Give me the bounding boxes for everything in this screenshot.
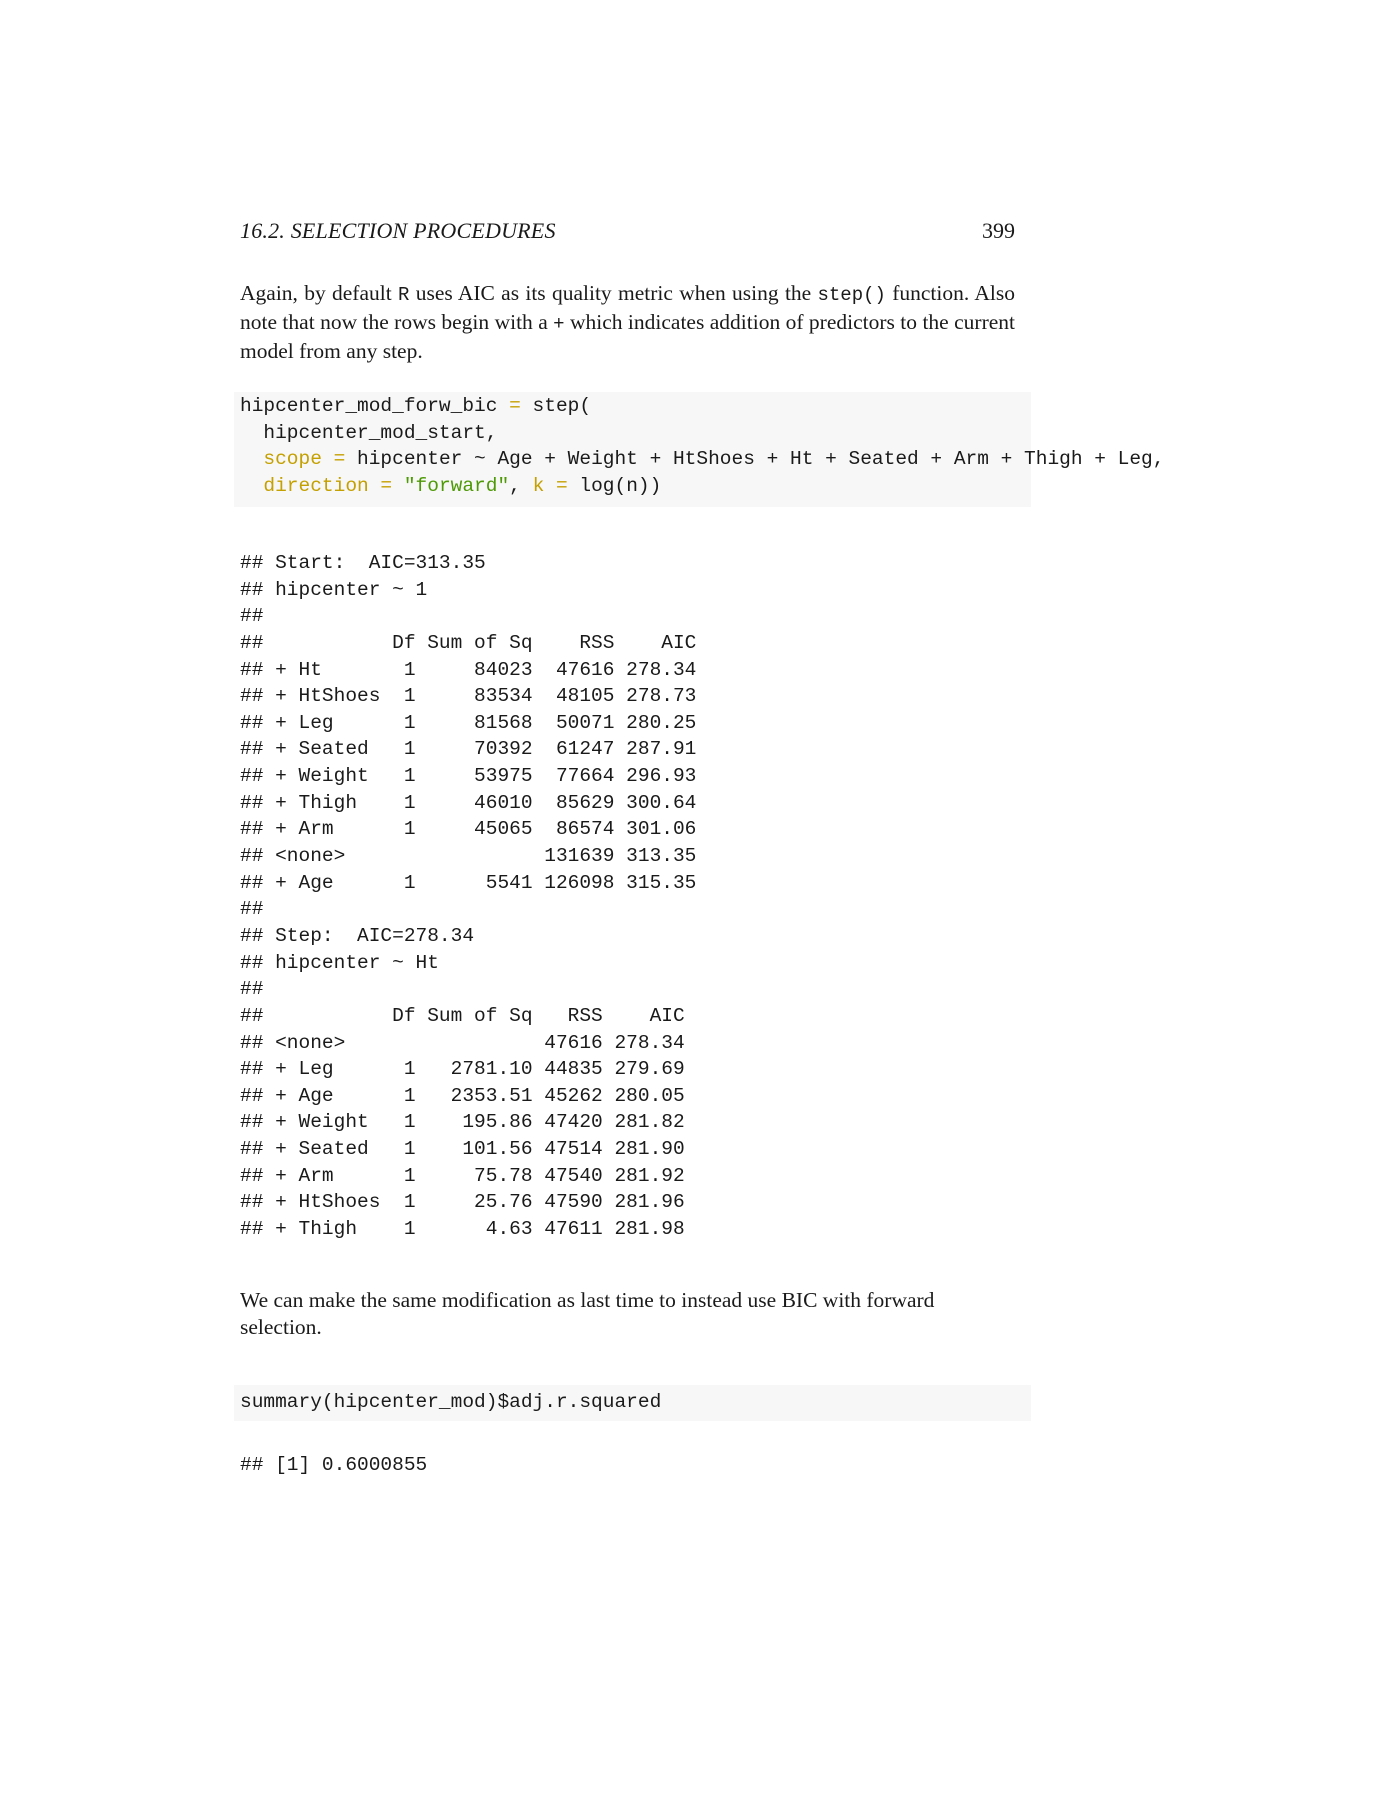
output-line: ## + Arm 1 45065 86574 301.06	[240, 818, 697, 841]
code-token: ,	[509, 474, 533, 497]
inline-code-plus: +	[553, 313, 565, 335]
code-block-step-call	[240, 393, 1164, 500]
code-block-summary	[240, 1389, 661, 1416]
output-line: ## + Weight 1 53975 77664 296.93	[240, 765, 697, 788]
output-line: ##	[240, 898, 264, 921]
output-line: ## + Ht 1 84023 47616 278.34	[240, 658, 697, 681]
output-line: ## + Age 1 2353.51 45262 280.05	[240, 1084, 685, 1107]
code-indent	[240, 475, 263, 497]
code-operator: =	[544, 474, 580, 497]
code-argument: scope	[263, 448, 322, 471]
code-line: summary(hipcenter_mod)$adj.r.squared	[240, 1391, 662, 1413]
output-line: ## + Seated 1 70392 61247 287.91	[240, 738, 697, 761]
text: Again, by default	[240, 281, 398, 305]
output-line: ## + Leg 1 2781.10 44835 279.69	[240, 1058, 685, 1081]
code-argument: direction	[263, 474, 369, 497]
code-line: hipcenter_mod_start,	[240, 421, 498, 444]
output-line: ##	[240, 978, 264, 1001]
section-title: 16.2. SELECTION PROCEDURES	[240, 218, 556, 243]
output-line: ## + Leg 1 81568 50071 280.25	[240, 711, 697, 734]
code-token: hipcenter ~ Age + Weight + HtShoes + Ht + Seated + Arm + Thigh + Leg,	[357, 448, 1165, 471]
output-line: ## Step: AIC=278.34	[240, 924, 475, 947]
output-line: ## Start: AIC=313.35	[240, 552, 486, 574]
text: which indicates addition of predictors to the current model from any step.	[240, 310, 1015, 363]
code-argument: k	[532, 474, 545, 497]
code-string: "forward"	[403, 474, 510, 497]
output-line: ## [1] 0.6000855	[240, 1454, 428, 1476]
output-line: ## Df Sum of Sq RSS AIC	[240, 1004, 685, 1027]
code-operator: =	[509, 395, 521, 417]
output-line: ## <none> 131639 313.35	[240, 845, 697, 868]
output-line: ## Df Sum of Sq RSS AIC	[240, 631, 697, 654]
inline-code-r: R	[398, 284, 410, 306]
code-operator: =	[321, 448, 358, 471]
output-line: ## + HtShoes 1 83534 48105 278.73	[240, 685, 697, 708]
output-line: ##	[240, 605, 264, 628]
step-output	[240, 550, 696, 1243]
output-line: ## hipcenter ~ 1	[240, 578, 428, 601]
running-header	[240, 218, 1015, 248]
code-token: step(	[520, 395, 592, 417]
intro-paragraph	[240, 280, 1015, 365]
inline-code-step: step()	[817, 284, 886, 306]
adj-r-squared-output	[240, 1452, 427, 1479]
page-number: 399	[982, 218, 1015, 243]
output-line: ## + Arm 1 75.78 47540 281.92	[240, 1164, 685, 1187]
code-token: log(n))	[579, 474, 662, 497]
code-line	[240, 446, 1164, 473]
output-line: ## + Seated 1 101.56 47514 281.90	[240, 1138, 685, 1161]
output-line: ## <none> 47616 278.34	[240, 1031, 685, 1054]
output-line: ## hipcenter ~ Ht	[240, 951, 439, 974]
output-line: ## + Weight 1 195.86 47420 281.82	[240, 1111, 685, 1134]
output-line: ## + Thigh 1 4.63 47611 281.98	[240, 1218, 685, 1241]
output-line: ## + HtShoes 1 25.76 47590 281.96	[240, 1191, 685, 1214]
code-operator: =	[368, 474, 404, 497]
code-line	[240, 473, 1164, 500]
code-indent	[240, 448, 263, 470]
text: function. Also note that now the rows begin with a	[240, 281, 1015, 334]
text: uses AIC as its quality metric when using the	[409, 281, 818, 305]
code-token: hipcenter_mod_forw_bic	[240, 395, 510, 417]
output-line: ## + Thigh 1 46010 85629 300.64	[240, 791, 697, 814]
code-line	[240, 393, 1164, 420]
output-line: ## + Age 1 5541 126098 315.35	[240, 871, 697, 894]
bic-paragraph: We can make the same modification as last time to instead use BIC with forward selection.	[240, 1288, 935, 1339]
